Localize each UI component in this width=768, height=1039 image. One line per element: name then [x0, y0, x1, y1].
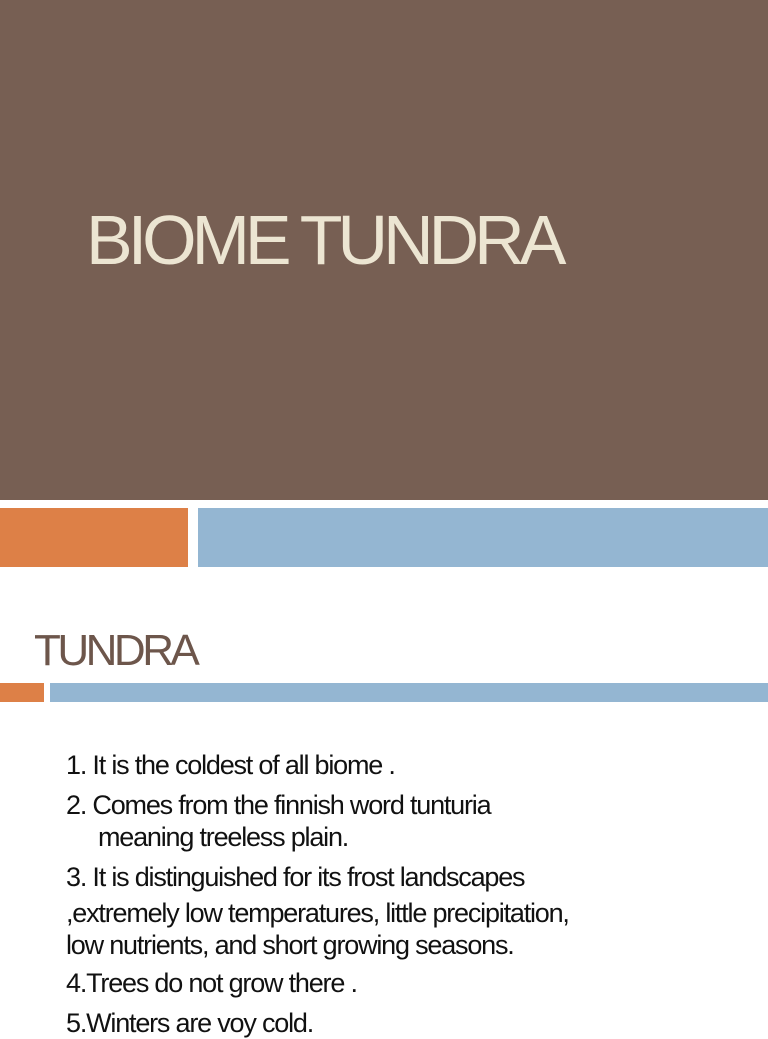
list-item-continuation: meaning treeless plain. — [98, 822, 349, 852]
list-item: 3. It is distinguished for its frost landscapes — [66, 862, 525, 892]
list-item: 4.Trees do not grow there . — [66, 968, 357, 998]
list-item-continuation: low nutrients, and short growing seasons. — [66, 930, 514, 960]
title-slide — [0, 0, 768, 500]
list-item: 5.Winters are voy cold. — [66, 1008, 314, 1038]
orange-divider-bar — [0, 683, 44, 702]
orange-accent-bar — [0, 508, 188, 567]
list-item: 2. Comes from the finnish word tunturia — [66, 790, 491, 820]
list-item: 1. It is the coldest of all biome . — [66, 750, 395, 780]
blue-divider-bar — [50, 683, 768, 702]
list-item-continuation: ,extremely low temperatures, little precipitation, — [66, 898, 569, 928]
slide-title: BIOME TUNDRA — [86, 201, 562, 279]
content-slide-title: TUNDRA — [34, 626, 197, 675]
blue-accent-bar — [198, 508, 768, 567]
